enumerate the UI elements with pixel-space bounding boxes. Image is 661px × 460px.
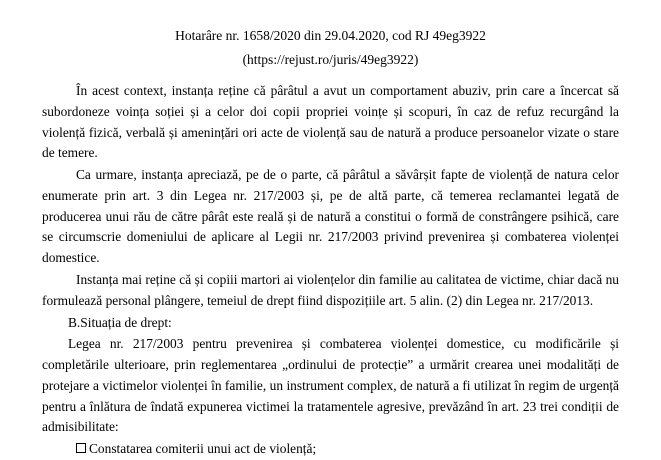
condition-item-1 [42, 439, 619, 460]
paragraph-appreciation: Ca urmare, instanța apreciază, pe de o parte, că pârâtul a săvârșit fapte de violență de natura celor enumerate prin art. 3 din Legea nr. 217/2003 și, pe de altă parte, că temerea reclamantei legată de producerea unui rău de către pârât este reală și de natură a constitui o formă de constrângere psihică, care se circumscrie domeniului de aplicare al Legii nr. 217/2003 privind prevenirea și combaterea violenței domestice. [42, 167, 619, 266]
paragraph-context: În acest context, instanța reține că pârâtul a avut un comportament abuziv, prin care a încercat să subordoneze voința soției și a celor doi copii propriei voințe și scopuri, în caz de refuz recurgând la violență fizică, verbală și amenințări ori acte de violență sau de natură a produce persoanelor vizate o stare de temere. [42, 83, 619, 161]
paragraph-law-217: Legea nr. 217/2003 pentru prevenirea și combaterea violenței domestice, cu modificările și completările ulterioare, prin reglementarea „ordinului de protecție” a urmărit crearea unei modalități de protejare a victimelor violenței în familie, un instrument complex, de natură a fi utilizat în regim de urgență pentru a înlătura de îndată expunerea victimei la tratamentele agresive, prevăzând în art. 23 trei condiții de admisibilitate: [42, 336, 619, 435]
paragraph-witnesses: Instanța mai reține că și copiii martori ai violențelor din familie au calitatea de victime, chiar dacă nu formulează personal plângere, temeiul de drept fiind dispozițiile art. 5 alin. (2) din Legea nr. 217/2013. [42, 272, 619, 308]
paragraph-heading-situation: B.Situația de drept: [68, 314, 172, 330]
checkbox-icon [76, 443, 86, 453]
document-source-url: (https://rejust.ro/juris/49eg3922) [242, 51, 419, 67]
condition-item-1-label: Constatarea comiterii unui act de violență; [89, 441, 317, 457]
document-title: Hotarâre nr. 1658/2020 din 29.04.2020, cod RJ 49eg3922 [175, 28, 486, 43]
